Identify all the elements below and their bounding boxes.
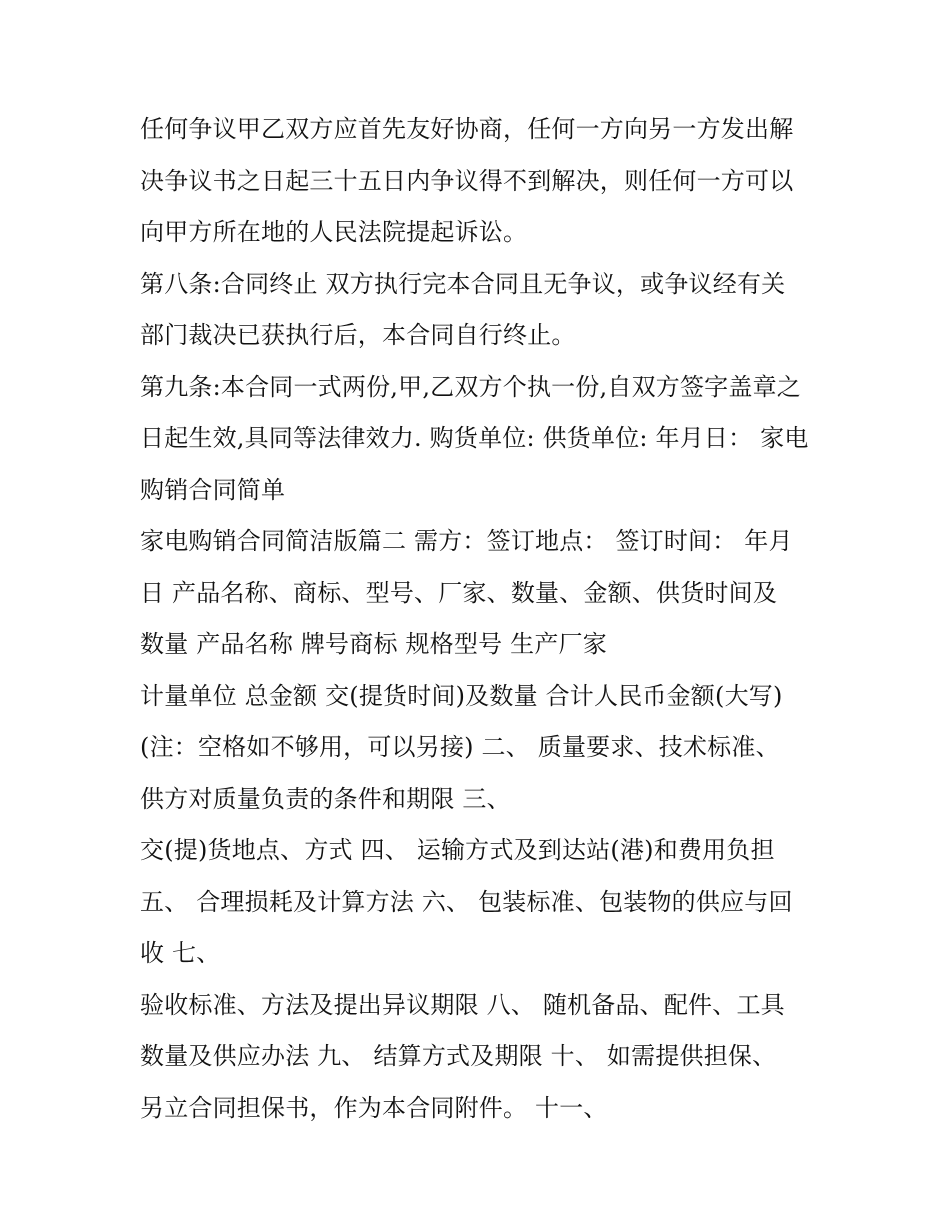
- text-line: 数量及供应办法 九、 结算方式及期限 十、 如需提供担保、: [140, 1042, 777, 1070]
- text-line: (注：空格如不够用，可以另接) 二、 质量要求、技术标准、: [140, 733, 780, 761]
- text-line: 另立合同担保书，作为本合同附件。 十一、: [140, 1093, 608, 1122]
- text-line: 家电购销合同简洁版篇二 需方：签订地点： 签订时间： 年月: [140, 527, 793, 555]
- text-line: 第八条:合同终止 双方执行完本合同且无争议，或争议经有关: [140, 269, 786, 298]
- text-line: 决争议书之日起三十五日内争议得不到解决，则任何一方可以: [140, 166, 794, 195]
- text-line: 向甲方所在地的人民法院提起诉讼。: [140, 218, 528, 246]
- text-line: 验收标准、方法及提出异议期限 八、 随机备品、配件、工具: [140, 990, 785, 1019]
- text-line: 第九条:本合同一式两份,甲,乙双方个执一份,自双方签字盖章之: [140, 372, 801, 401]
- text-line: 供方对质量负责的条件和期限 三、: [140, 784, 511, 813]
- text-line: 日 产品名称、商标、型号、厂家、数量、金额、供货时间及: [140, 578, 778, 607]
- text-line: 收 七、: [140, 939, 221, 967]
- document-body: [140, 104, 820, 1134]
- text-line: 任何争议甲乙双方应首先友好协商，任何一方向另一方发出解: [140, 115, 794, 143]
- text-line: 部门裁决已获执行后，本合同自行终止。: [140, 321, 576, 349]
- text-line: 日起生效,具同等法律效力. 购货单位: 供货单位: 年月日： 家电: [140, 424, 809, 452]
- text-line: 数量 产品名称 牌号商标 规格型号 生产厂家: [140, 630, 607, 658]
- text-line: 交(提)货地点、方式 四、 运输方式及到达站(港)和费用负担: [140, 836, 775, 864]
- text-line: 五、 合理损耗及计算方法 六、 包装标准、包装物的供应与回: [140, 887, 793, 916]
- text-line: 计量单位 总金额 交(提货时间)及数量 合计人民币金额(大写): [140, 681, 783, 710]
- text-line: 购销合同简单: [140, 475, 286, 504]
